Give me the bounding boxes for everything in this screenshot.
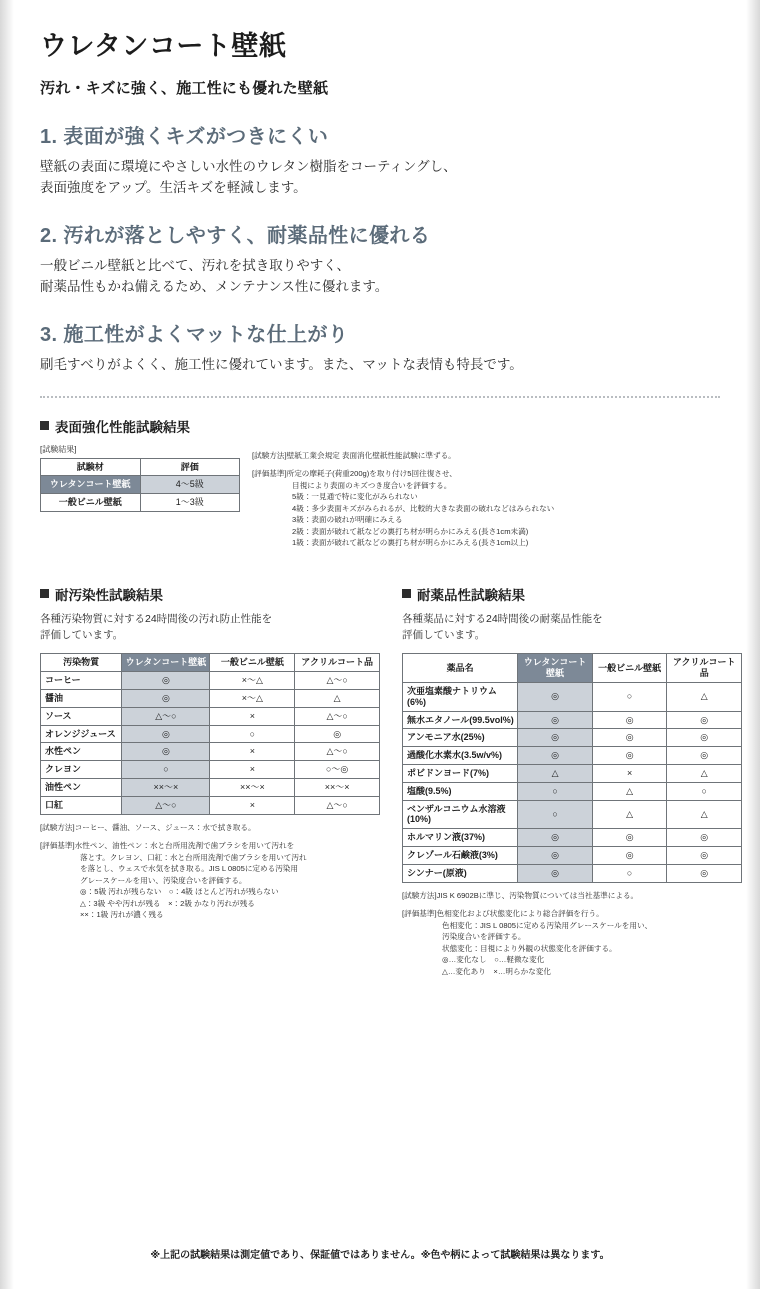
cell-acrylic: △～○: [295, 672, 380, 690]
stain-test-heading: [40, 584, 380, 604]
cell-acrylic: ◎: [667, 846, 742, 864]
column-header-chemical: 薬品名: [403, 654, 518, 683]
cell-acrylic: ◎: [667, 729, 742, 747]
cell-acrylic: ◎: [295, 725, 380, 743]
page-title: ウレタンコート壁紙: [40, 31, 287, 61]
feature-item-1: [40, 120, 720, 199]
criteria-line: 1級：表面が破れて紙などの裏打ち材が明らかにみえる(長さ1cm以上): [292, 538, 529, 548]
cell-urethane: △: [518, 764, 593, 782]
criteria-line: 状態変化：目視により外観の状態変化を評価する。: [442, 943, 617, 953]
criteria-legend-line: ◎：5級 汚れが残らない ○：4級 ほとんど汚れが残らない: [80, 887, 279, 897]
criteria-line: 2級：表面が破れて紙などの裏打ち材が明らかにみえる(長さ1cm未満): [292, 526, 529, 536]
column-header-urethane: ウレタンコート壁紙: [518, 654, 593, 683]
bullet-square-icon: [402, 589, 411, 598]
chemical-test-body: [403, 682, 742, 882]
cell-vinyl: ×: [210, 796, 295, 814]
criteria-line: 落とす。クレヨン、口紅：水と台所用洗剤で歯ブラシを用いて汚れ: [80, 852, 307, 862]
table-row: [403, 729, 742, 747]
feature-list: [0, 120, 760, 376]
chemical-test-table: [402, 653, 742, 882]
chemical-test-notes: [402, 890, 742, 978]
method-text: JIS K 6902Bに準じ、汚染物質については当社基準による。: [436, 890, 639, 900]
criteria-line: を落とし、ウェスで水気を拭き取る。JIS L 0805に定める汚染用: [80, 864, 298, 874]
cell-acrylic: ◎: [667, 711, 742, 729]
cell-acrylic: △～○: [295, 707, 380, 725]
surface-test-table-label: [試験結果]: [40, 444, 77, 454]
table-header-row: [41, 458, 240, 476]
cell-vinyl: ◎: [592, 846, 667, 864]
criteria-legend-line: △…変化あり ×…明らかな変化: [442, 966, 551, 976]
cell-urethane: △～○: [122, 796, 210, 814]
criteria-first-line: [402, 908, 742, 920]
cell-substance: 油性ペン: [41, 778, 122, 796]
document-header: [0, 0, 760, 98]
feature-item-2: [40, 219, 720, 298]
cell-urethane: ◎: [518, 682, 593, 711]
cell-substance: クレヨン: [41, 761, 122, 779]
table-row: [403, 864, 742, 882]
cell-urethane: ◎: [518, 829, 593, 847]
cell-vinyl: ×～△: [210, 672, 295, 690]
surface-test-criteria: [252, 468, 720, 549]
cell-urethane: ○: [518, 782, 593, 800]
feature-item-3: [40, 318, 720, 376]
cell-acrylic: △～○: [295, 743, 380, 761]
table-header-row: [41, 654, 380, 672]
column-header-substance: 汚染物質: [41, 654, 122, 672]
cell-urethane: ◎: [518, 846, 593, 864]
feature-body-line: 表面強度をアップ。生活キズを軽減します。: [40, 179, 307, 195]
cell-substance: 醤油: [41, 689, 122, 707]
table-row: [41, 707, 380, 725]
results-columns: [0, 556, 760, 984]
stain-test-lead: [40, 612, 380, 644]
chemical-test-heading-label: 耐薬品性試験結果: [417, 587, 525, 603]
cell-chemical: シンナー(原液): [403, 864, 518, 882]
surface-test-notes: [240, 416, 720, 556]
feature-body: [40, 157, 720, 199]
column-header-material: 試験材: [41, 458, 141, 476]
table-row: [403, 747, 742, 765]
cell-chemical: ポビドンヨード(7%): [403, 764, 518, 782]
cell-vinyl: ◎: [592, 729, 667, 747]
cell-material: ウレタンコート壁紙: [41, 476, 141, 494]
cell-substance: ソース: [41, 707, 122, 725]
footer-disclaimer: ※上記の試験結果は測定値であり、保証値ではありません。※色や柄によって試験結果は異なります。: [150, 1250, 610, 1261]
cell-urethane: ◎: [122, 689, 210, 707]
criteria-title: [評価基準]: [252, 469, 287, 479]
table-row: [403, 711, 742, 729]
cell-chemical: 過酸化水素水(3.5w/v%): [403, 747, 518, 765]
method-text: コーヒー、醤油、ソース、ジュース：水で拭き取る。: [74, 822, 256, 832]
column-header-vinyl: 一般ビニル壁紙: [592, 654, 667, 683]
cell-chemical: ベンザルコニウム水溶液(10%): [403, 800, 518, 829]
stain-test-section: [40, 584, 380, 984]
table-header-row: [403, 654, 742, 683]
surface-test-method: [252, 450, 720, 462]
column-header-vinyl: 一般ビニル壁紙: [210, 654, 295, 672]
criteria-first-line: [252, 468, 720, 480]
method-title: [試験方法]: [402, 890, 437, 900]
cell-acrylic: △～○: [295, 796, 380, 814]
cell-urethane: ◎: [122, 725, 210, 743]
surface-test-table: [40, 458, 240, 512]
stain-test-method: [40, 822, 380, 834]
table-row: [403, 829, 742, 847]
table-row: [41, 476, 240, 494]
cell-vinyl: ○: [592, 682, 667, 711]
feature-body-line: 一般ビニル壁紙と比べて、汚れを拭き取りやすく、: [40, 257, 350, 273]
feature-body-line: 壁紙の表面に環境にやさしい水性のウレタン樹脂をコーティングし、: [40, 159, 457, 174]
criteria-line: 目視により表面のキズつき度合いを評価する。: [292, 480, 452, 490]
criteria-first-line: [40, 840, 380, 852]
criteria-line: 色相変化および状態変化により総合評価を行う。: [436, 909, 604, 919]
criteria-line: 所定の摩耗子(荷重200g)を取り付け5回往復させ、: [286, 469, 457, 479]
criteria-line: 水性ペン、油性ペン：水と台所用洗剤で歯ブラシを用いて汚れを: [74, 841, 295, 851]
cell-substance: オレンジジュース: [41, 725, 122, 743]
table-row: [403, 846, 742, 864]
criteria-line: 色相変化：JIS L 0805に定める汚染用グレースケールを用い、: [442, 920, 653, 930]
cell-vinyl: ◎: [592, 711, 667, 729]
cell-acrylic: △: [667, 682, 742, 711]
cell-substance: コーヒー: [41, 672, 122, 690]
table-row: [41, 778, 380, 796]
bullet-square-icon: [40, 589, 49, 598]
table-row: [41, 672, 380, 690]
cell-urethane: ◎: [518, 864, 593, 882]
cell-chemical: 無水エタノール(99.5vol%): [403, 711, 518, 729]
cell-chemical: 塩酸(9.5%): [403, 782, 518, 800]
chemical-test-lead: [402, 612, 742, 644]
cell-acrylic: ××～×: [295, 778, 380, 796]
stain-test-table: [40, 653, 380, 814]
method-text: 壁紙工業会規定 表面消化壁紙性能試験に準ずる。: [286, 450, 456, 460]
lead-line: 各種汚染物質に対する24時間後の汚れ防止性能を: [40, 612, 273, 625]
cell-urethane: ◎: [122, 672, 210, 690]
table-row: [41, 494, 240, 512]
column-header-acrylic: アクリルコート品: [667, 654, 742, 683]
cell-vinyl: ×～△: [210, 689, 295, 707]
table-row: [41, 725, 380, 743]
table-row: [403, 682, 742, 711]
chemical-test-section: [402, 584, 742, 984]
column-header-rating: 評価: [140, 458, 240, 476]
cell-acrylic: ◎: [667, 747, 742, 765]
table-row: [41, 796, 380, 814]
lead-line: 評価しています。: [40, 628, 124, 641]
cell-vinyl: ×: [210, 761, 295, 779]
lead-line: 評価しています。: [402, 628, 486, 641]
stain-test-criteria: [40, 840, 380, 921]
table-row: [41, 689, 380, 707]
cell-rating: 1～3級: [140, 494, 240, 512]
table-row: [403, 764, 742, 782]
criteria-title: [評価基準]: [402, 909, 437, 919]
method-line: [402, 890, 742, 902]
cell-acrylic: △: [667, 764, 742, 782]
column-header-urethane: ウレタンコート壁紙: [122, 654, 210, 672]
criteria-line: グレースケールを用い、汚染度合いを評価する。: [80, 875, 247, 885]
surface-test-heading-label: 表面強化性能試験結果: [55, 419, 190, 435]
cell-vinyl: ×: [210, 707, 295, 725]
criteria-title: [評価基準]: [40, 841, 75, 851]
chemical-test-heading: [402, 584, 742, 604]
cell-vinyl: △: [592, 800, 667, 829]
feature-body: [40, 355, 720, 376]
feature-body-line: 刷毛すべりがよくく、施工性に優れています。また、マットな表情も特長です。: [40, 356, 523, 372]
stain-test-heading-label: 耐汚染性試験結果: [55, 587, 163, 603]
cell-acrylic: ◎: [667, 864, 742, 882]
criteria-legend-line: △：3級 やや汚れが残る ×：2級 かなり汚れが残る: [80, 898, 255, 908]
lead-line: 各種薬品に対する24時間後の耐薬品性能を: [402, 612, 603, 625]
surface-test-heading: [40, 416, 240, 436]
method-line: [252, 450, 720, 462]
cell-vinyl: ××～×: [210, 778, 295, 796]
page-subtitle: 汚れ・キズに強く、施工性にも優れた壁紙: [40, 80, 329, 97]
cell-material: 一般ビニル壁紙: [41, 494, 141, 512]
cell-vinyl: ○: [592, 864, 667, 882]
cell-vinyl: ◎: [592, 747, 667, 765]
feature-heading: 2. 汚れが落としやすく、耐薬品性に優れる: [40, 224, 431, 247]
cell-chemical: 次亜塩素酸ナトリウム(6%): [403, 682, 518, 711]
criteria-line: 5級：一見通で特に変化がみられない: [292, 492, 418, 502]
feature-body: [40, 256, 720, 298]
method-line: [40, 822, 380, 834]
feature-body-line: 耐薬品性もかね備えるため、メンテナンス性に優れます。: [40, 278, 389, 294]
criteria-legend-line: ××：1級 汚れが濃く残る: [80, 910, 164, 920]
criteria-line: 3級：表面の破れが明確にみえる: [292, 515, 403, 525]
cell-acrylic: △: [667, 800, 742, 829]
criteria-line: 4級：多少表面キズがみられるが、比較的大きな表面の破れなどはみられない: [292, 503, 555, 513]
cell-substance: 水性ペン: [41, 743, 122, 761]
cell-chemical: アンモニア水(25%): [403, 729, 518, 747]
bullet-square-icon: [40, 421, 49, 430]
cell-urethane: ××～×: [122, 778, 210, 796]
cell-urethane: ◎: [518, 711, 593, 729]
cell-acrylic: ○～◎: [295, 761, 380, 779]
cell-chemical: クレゾール石鹸液(3%): [403, 846, 518, 864]
cell-acrylic: ○: [667, 782, 742, 800]
cell-acrylic: ◎: [667, 829, 742, 847]
method-title: [試験方法]: [40, 822, 75, 832]
surface-test-section: [0, 398, 760, 556]
method-title: [試験方法]: [252, 450, 287, 460]
cell-urethane: △～○: [122, 707, 210, 725]
cell-rating: 4～5級: [140, 476, 240, 494]
column-header-acrylic: アクリルコート品: [295, 654, 380, 672]
chemical-test-method: [402, 890, 742, 902]
criteria-legend-line: ◎…変化なし ○…軽微な変化: [442, 955, 545, 965]
feature-heading: 1. 表面が強くキズがつきにくい: [40, 126, 329, 148]
table-row: [403, 800, 742, 829]
cell-urethane: ○: [518, 800, 593, 829]
table-row: [41, 761, 380, 779]
cell-vinyl: ×: [210, 743, 295, 761]
stain-test-body: [41, 672, 380, 814]
stain-test-notes: [40, 822, 380, 921]
cell-urethane: ○: [122, 761, 210, 779]
cell-vinyl: ×: [592, 764, 667, 782]
cell-vinyl: ◎: [592, 829, 667, 847]
surface-test-left: [40, 416, 240, 512]
cell-chemical: ホルマリン液(37%): [403, 829, 518, 847]
cell-substance: 口紅: [41, 796, 122, 814]
cell-urethane: ◎: [518, 747, 593, 765]
feature-heading: 3. 施工性がよくマットな仕上がり: [40, 323, 349, 346]
cell-acrylic: △: [295, 689, 380, 707]
chemical-test-criteria: [402, 908, 742, 977]
criteria-line: 汚染度合いを評価する。: [442, 932, 526, 942]
table-row: [403, 782, 742, 800]
cell-vinyl: ○: [210, 725, 295, 743]
cell-vinyl: △: [592, 782, 667, 800]
cell-urethane: ◎: [518, 729, 593, 747]
cell-urethane: ◎: [122, 743, 210, 761]
table-row: [41, 743, 380, 761]
